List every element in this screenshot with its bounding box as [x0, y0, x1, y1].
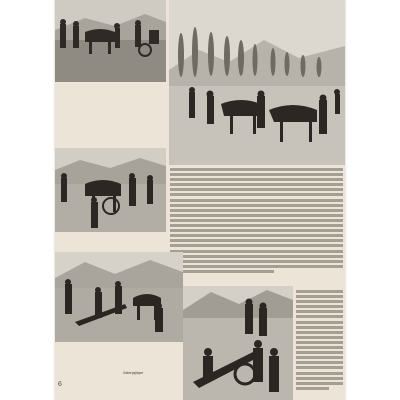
page-number: 6	[58, 381, 62, 388]
caption-3	[59, 235, 164, 249]
photo-harnessing-horse	[55, 148, 166, 232]
photo-gun-crew-firing	[183, 286, 293, 400]
caption-2	[59, 124, 164, 144]
caption-1	[59, 84, 164, 108]
caption-4	[59, 342, 121, 366]
caption-5: Gebirgsjäger	[123, 371, 144, 375]
photo-assembling-gun	[55, 252, 183, 342]
photo-pack-column	[169, 0, 345, 165]
body-text-column-1	[170, 168, 343, 283]
magazine-page	[55, 0, 345, 400]
body-text-column-2	[296, 290, 343, 396]
photo-pack-mule-gun	[55, 0, 166, 82]
